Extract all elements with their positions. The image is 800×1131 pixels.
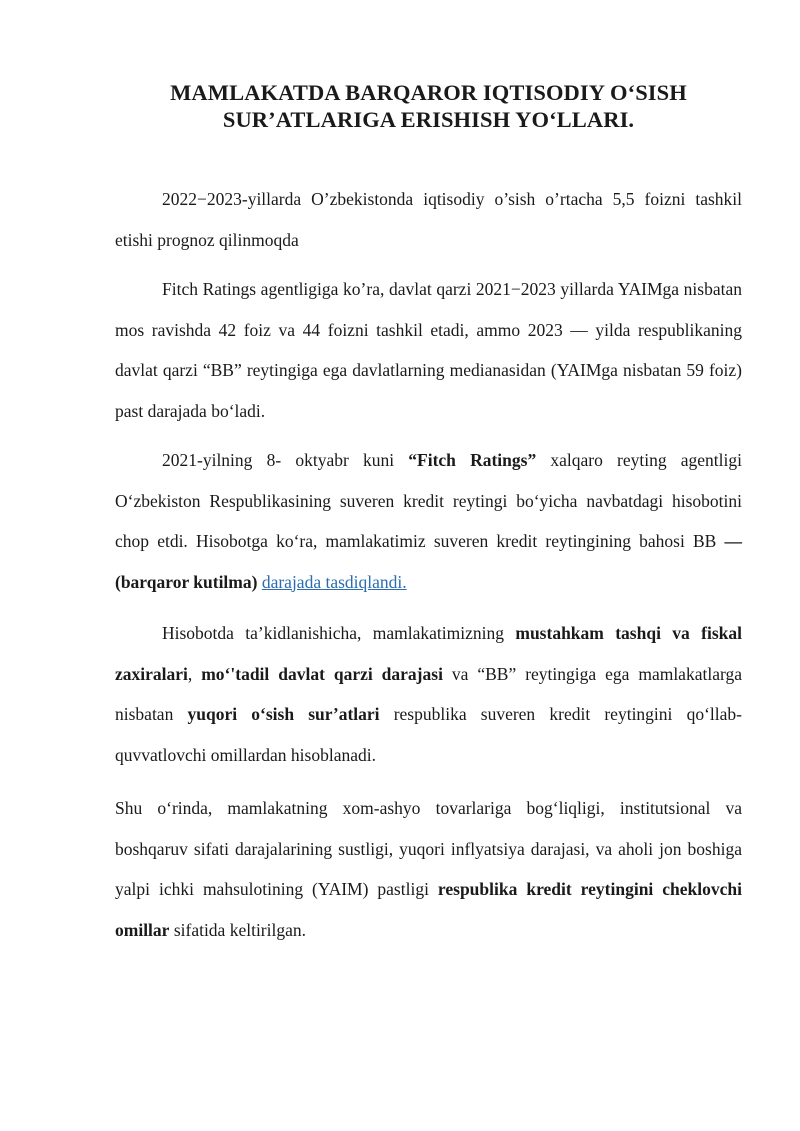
p3-bold-outlook: — (barqaror kutilma) <box>115 531 742 592</box>
paragraph-constraints <box>115 788 742 950</box>
p5-text-1: Shu o‘rinda, mamlakatning xom-ashyo tovarlariga bog‘liqligi, institutsional va boshqaruv sifati darajalarining sustligi, yuqori inflyatsiya darajasi, va aholi jon boshiga yalpi ichki mahsulotining (YAIM) pastligi <box>115 798 742 899</box>
paragraph-state-debt: Fitch Ratings agentligiga ko’ra, davlat qarzi 2021−2023 yillarda YAIMga nisbatan mos ravishda 42 foiz va 44 foizni tashkil etadi, ammo 2023 — yilda respublikaning davlat qarzi “BB” reytingiga ega davlatlarning medianasidan (YAIMga nisbatan 59 foiz) past darajada bo‘ladi. <box>115 279 742 421</box>
p3-bold-fitch: “Fitch Ratings” <box>408 450 537 470</box>
p3-text-2: xalqaro reyting agentligi O‘zbekiston Respublikasining suveren kredit reytingi bo‘yicha navbatdagi hisobotini chop etdi. Hisobotga ko‘ra, mamlakatimiz suveren kredit reytingining bahosi BB <box>115 450 743 551</box>
p4-bold-growth-rates: yuqori o‘sish sur’atlari <box>187 704 380 724</box>
paragraph-growth-forecast: 2022−2023-yillarda O’zbekistonda iqtisodiy o’sish o’rtacha 5,5 foizni tashkil etishi prognoz qilinmoqda <box>115 189 742 250</box>
title-line-1: MAMLAKATDA BARQAROR IQTISODIY O‘SISH <box>170 80 687 105</box>
paragraph-strengths <box>115 613 742 775</box>
p5-text-2: sifatida keltirilgan. <box>169 919 306 940</box>
p5-bold-constraints: respublika kredit reytingini cheklovchi omillar <box>115 879 742 940</box>
p4-bold-reserves: mustahkam tashqi va fiskal zaxiralari <box>115 623 742 684</box>
p3-text-1: 2021-yilning 8- oktyabr kuni <box>162 450 409 470</box>
paragraph-fitch-report <box>115 440 742 602</box>
p4-text-2: , <box>187 663 202 684</box>
p4-text-3: va “BB” reytingiga ega mamlakatlarga nisbatan <box>115 663 742 724</box>
p4-text-4: respublika suveren kredit reytingini qo‘llab-quvvatlovchi omillardan hisoblanadi. <box>115 704 742 765</box>
document-title <box>115 0 742 133</box>
confirmed-rating-link[interactable]: darajada tasdiqlandi. <box>261 571 407 592</box>
title-line-2: SUR’ATLARIGA ERISHISH YO‘LLARI. <box>222 107 635 132</box>
p4-text-1: Hisobotda ta’kidlanishicha, mamlakatimizning <box>162 623 516 643</box>
p4-bold-debt-level: mo‘'tadil davlat qarzi darajasi <box>201 663 443 684</box>
